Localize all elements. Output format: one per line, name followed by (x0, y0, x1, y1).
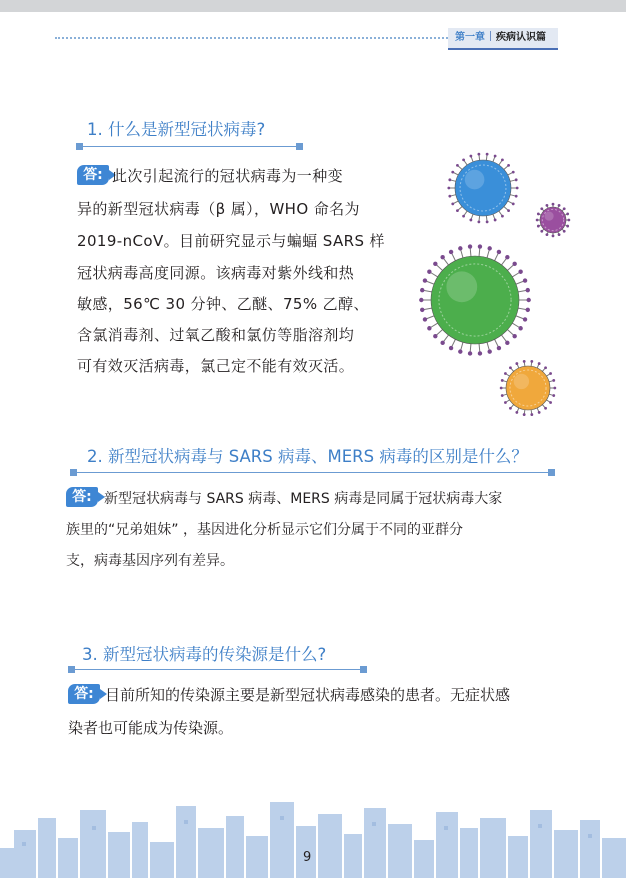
question-1-marker-end (296, 143, 303, 150)
top-band (0, 0, 626, 12)
question-1-title: 1. 什么是新型冠状病毒? (87, 120, 266, 139)
question-2-marker-end (548, 469, 555, 476)
answer-1-line: 含氯消毒剂、过氧乙酸和氯仿等脂溶剂均 (77, 326, 355, 344)
answer-3-line: 目前所知的传染源主要是新型冠状病毒感染的患者。无症状感 (105, 686, 511, 704)
answer-2-line: 新型冠状病毒与 SARS 病毒、MERS 病毒是同属于冠状病毒大家 (104, 491, 503, 507)
orange-virus-icon (500, 360, 556, 416)
city-skyline-illustration (0, 798, 626, 878)
answer-3-badge: 答: (68, 684, 100, 704)
question-3-underline (71, 669, 364, 670)
question-2-marker (70, 469, 77, 476)
blue-virus-icon (447, 153, 518, 224)
question-1-marker (76, 143, 83, 150)
answer-1-line: 敏感，56℃ 30 分钟、乙醚、75% 乙醇、 (77, 295, 369, 313)
section-label: 疾病认识篇 (496, 32, 546, 43)
answer-2-line: 族里的“兄弟姐妹” ，基因进化分析显示它们分属于不同的亚群分 (66, 522, 463, 538)
header-dotted-rule (55, 37, 448, 39)
answer-1-line: 可有效灭活病毒，氯己定不能有效灭活。 (77, 357, 355, 375)
answer-1-line: 2019-nCoV。目前研究显示与蝙蝠 SARS 样 (77, 232, 385, 250)
question-2-underline (72, 472, 552, 473)
answer-1-line: 冠状病毒高度同源。该病毒对紫外线和热 (77, 264, 355, 282)
question-3-marker-end (360, 666, 367, 673)
answer-1-line: 异的新型冠状病毒（β 属），WHO 命名为 (77, 200, 360, 218)
answer-1-line: 此次引起流行的冠状病毒为一种变 (112, 167, 344, 185)
page-number: 9 (303, 850, 312, 865)
answer-3-line: 染者也可能成为传染源。 (68, 719, 234, 737)
answer-1-badge: 答: (77, 165, 109, 185)
question-3-title: 3. 新型冠状病毒的传染源是什么? (82, 645, 327, 664)
chapter-separator (490, 31, 491, 41)
chapter-tab (448, 28, 558, 50)
question-2-title: 2. 新型冠状病毒与 SARS 病毒、MERS 病毒的区别是什么？ (87, 447, 528, 466)
chapter-label: 第一章 (455, 32, 485, 43)
answer-2-line: 支，病毒基因序列有差异。 (66, 553, 234, 569)
question-3-marker (68, 666, 75, 673)
answer-2-badge: 答: (66, 487, 98, 507)
question-1-underline (80, 146, 298, 147)
purple-virus-icon (536, 203, 571, 238)
coronavirus-illustration (395, 150, 585, 420)
green-virus-icon (419, 244, 531, 355)
